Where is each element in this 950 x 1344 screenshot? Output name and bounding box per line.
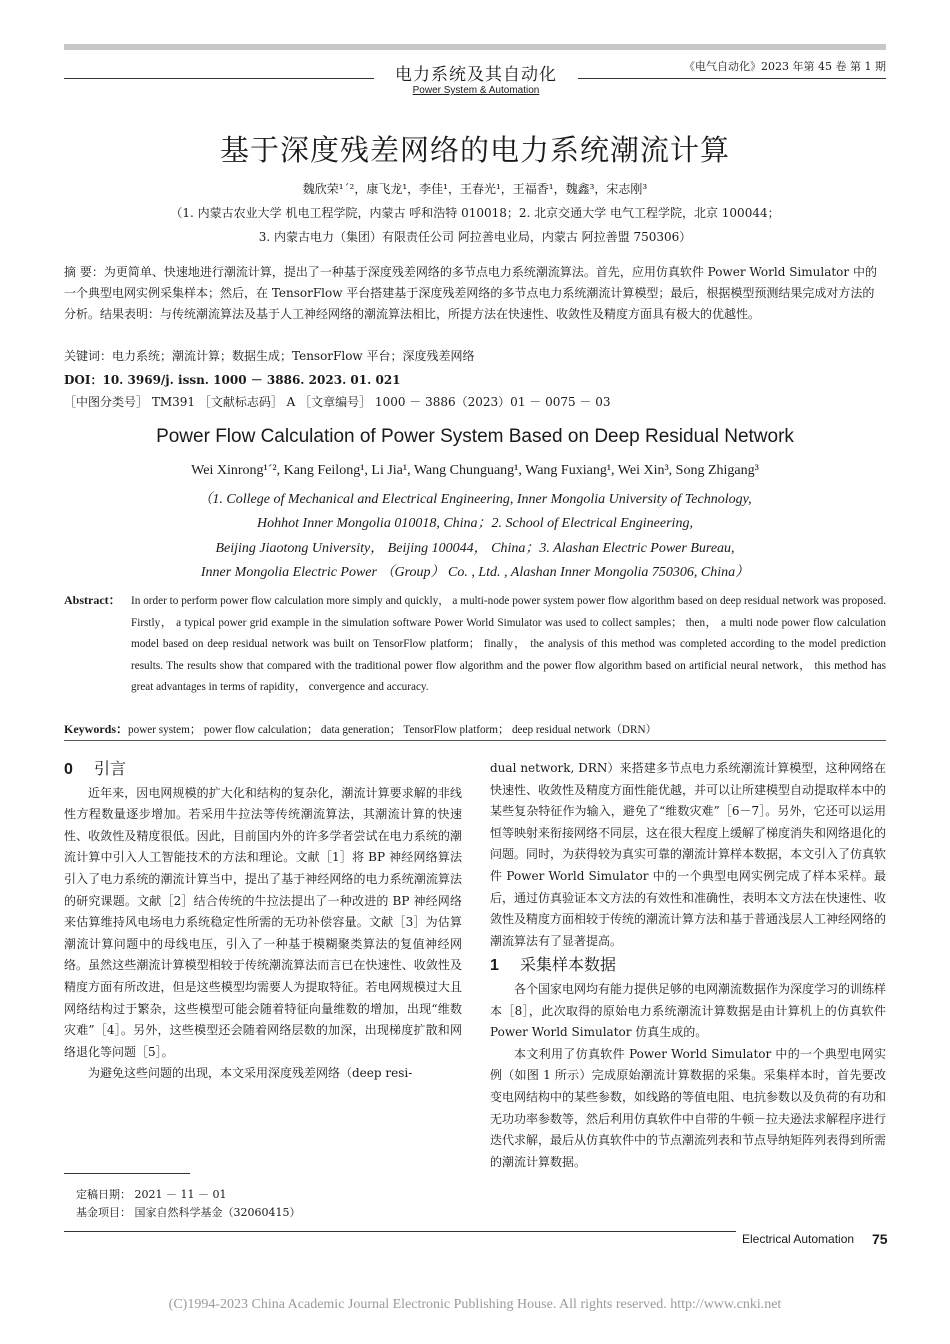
section-0-paragraph-2: 为避免这些问题的出现，本文采用深度残差网络（deep resi- <box>88 1066 413 1081</box>
section-1-number: 1 <box>490 957 499 975</box>
header-rule-right <box>578 78 886 79</box>
section-0-paragraph-1: 近年来，因电网规模的扩大化和结构的复杂化，潮流计算要求解的非线性方程数量逐步增加。若采用牛拉法等传统潮流算法，其潮流计算的快速性、收敛性及精度很低。因此，目前国内外的许多学者尝试在电力系统的潮流计算中引入人工智能技术的方法和理论。文献［1］将 BP 神经网络算法引入了电力系统的潮流计算当中，提出了基于神经网络的电力系统潮流算法的研究课题。文献［2］结合传统的牛拉法提出了一种改进的 BP 神经网络来估算维持风电场电力系统稳定性所需的无功补偿容量。文献［3］为估算潮流计算问题中的母线电压，引入了一种基于模糊聚类算法的复值神经网络。虽然这些潮流计算模型相较于传统潮流算法而言已在快速性、收敛性及精度方面有所改进，但是这些模型均需要人为提取特征。若电网规模过大且网络结构过于繁杂，这些模型可能会随着特征向量维数的增加，出现“维数灾难”［4］。另外，这些模型还会随着网络层数的加深，出现梯度扩散和网络退化等问题［5］。 <box>64 785 462 1059</box>
keywords-en-text: power system； power flow calculation； data generation； TensorFlow platform； deep residual network（DRN） <box>128 724 657 736</box>
right-column <box>490 758 886 1173</box>
keywords-zh-label: 关键词： <box>64 349 113 363</box>
classification-codes: ［中图分类号］ TM391 ［文献标志码］ A ［文章编号］ 1000 － 3886（2023）01 － 0075 － 03 <box>64 395 611 409</box>
section-header-zh: 电力系统及其自动化 <box>395 65 557 85</box>
page-number: 75 <box>872 1231 888 1247</box>
authors-zh: 魏欣荣¹ˊ²，康飞龙¹，李佳¹，王春光¹，王福香¹，魏鑫³，宋志刚³ <box>302 182 648 196</box>
footer-journal: Electrical Automation <box>742 1232 855 1246</box>
affiliation-en-1: （1. College of Mechanical and Electrical Engineering, Inner Mongolia University of Technology, <box>198 492 752 507</box>
affiliation-zh-1: （1. 内蒙古农业大学 机电工程学院，内蒙古 呼和浩特 010018；2. 北京交通大学 电气工程学院，北京 100044； <box>170 206 780 220</box>
doi: DOI：10. 3969/j. issn. 1000 － 3886. 2023. 01. 021 <box>64 373 401 387</box>
section-1-heading <box>490 954 886 977</box>
abstract-zh <box>64 262 886 325</box>
affiliation-en-3: Beijing Jiaotong University， Beijing 100044， China；3. Alashan Electric Power Bureau, <box>215 541 735 556</box>
abstract-en-text: In order to perform power flow calculation more simply and quickly， a multi-node power system power flow algorithm based on deep residual network was proposed. Firstly， a typical power grid example in the simulation software Power World Simulator was used to collect samples； then， a multi node power flow calculation model based on deep residual network was built on TensorFlow platform； finally， the analysis of this method was completed according to the model prediction results. The results show that compared with the traditional power flow algorithm and the power flow algorithm based on artificial neural network， this method has great advantages in terms of rapidity， convergence and accuracy. <box>131 595 886 694</box>
title-zh: 基于深度残差网络的电力系统潮流计算 <box>219 133 730 167</box>
affiliation-en-2: Hohhot Inner Mongolia 010018, China；2. School of Electrical Engineering, <box>257 516 693 531</box>
section-0-paragraph-2-continued: dual network, DRN）来搭建多节点电力系统潮流计算模型，这种网络在快速性、收敛性及精度方面性能优越，并可以让所建模型自动提取样本中的某些复杂特征作为输入，避免了“维数灾难”［6－7］。另外，它还可以运用恒等映射来衔接网络不同层，这在很大程度上缓解了梯度消失和网络退化的问题。同时，为获得较为真实可靠的潮流计算样本数据，本文引入了仿真软件 Power World Simulator 中的一个典型电网实例完成了样本采样。最后，通过仿真验证本文方法的有效性和准确性，表明本文方法在快速性、收敛性及精度方面相较于传统的潮流计算方法和基于普通浅层人工神经网络的潮流算法有了显著提高。 <box>490 761 887 948</box>
left-column <box>64 758 462 1085</box>
section-header-en: Power System & Automation <box>412 85 540 96</box>
section-1-paragraph-1: 各个国家电网均有能力提供足够的电网潮流数据作为深度学习的训练样本［8］，此次取得的原始电力系统潮流计算数据是由计算机上的仿真软件 Power World Simulator 仿真生成的。 <box>490 981 887 1040</box>
affiliation-zh-2: 3. 内蒙古电力（集团）有限责任公司 阿拉善电业局，内蒙古 阿拉善盟 750306） <box>258 230 692 244</box>
divider <box>64 740 886 741</box>
footnote-received: 定稿日期： 2021 － 11 － 01 <box>76 1188 227 1201</box>
copyright-watermark: (C)1994-2023 China Academic Journal Electronic Publishing House. All rights reserved. http://www.cnki.net <box>168 1297 782 1312</box>
section-1-title: 采集样本数据 <box>520 955 617 975</box>
section-0-number: 0 <box>64 761 73 778</box>
title-en: Power Flow Calculation of Power System Based on Deep Residual Network <box>156 426 794 447</box>
journal-issue: 《电气自动化》2023 年第 45 卷 第 1 期 <box>684 60 886 73</box>
section-1-paragraph-2: 本文利用了仿真软件 Power World Simulator 中的一个典型电网实例（如图 1 所示）完成原始潮流计算数据的采集。采集样本时，首先要改变电网结构中的某些参数，如线路的等值电阻、电抗参数以及负荷的有功和无功功率参数等，然后利用仿真软件中自带的牛顿－拉夫逊法求解程序进行迭代求解，最后从仿真软件中的节点潮流列表和节点导纳矩阵列表得到所需的潮流计算数据。 <box>490 1046 887 1169</box>
keywords-en <box>64 720 886 737</box>
keywords-en-label: Keywords： <box>64 722 128 736</box>
section-0-title: 引言 <box>94 759 127 778</box>
header-bar <box>64 44 886 50</box>
footnote-fund: 基金项目： 国家自然科学基金（32060415） <box>76 1206 301 1219</box>
abstract-zh-label: 摘 要： <box>64 265 104 279</box>
keywords-zh-text: 电力系统；潮流计算；数据生成；TensorFlow 平台；深度残差网络 <box>112 349 475 363</box>
affiliation-en-4: Inner Mongolia Electric Power （Group） Co. , Ltd. , Alashan Inner Mongolia 750306, China） <box>200 565 750 580</box>
keywords-zh <box>64 347 886 364</box>
footnote-rule <box>64 1173 190 1174</box>
section-0-heading <box>64 758 462 781</box>
abstract-en-label: Abstract： <box>64 593 121 607</box>
abstract-zh-text: 为更简单、快速地进行潮流计算，提出了一种基于深度残差网络的多节点电力系统潮流算法。首先，应用仿真软件 Power World Simulator 中的一个典型电网实例采集样本；然后，在 TensorFlow 平台搭建基于深度残差网络的多节点电力系统潮流计算模型；最后，根据模型预测结果完成对方法的分析。结果表明：与传统潮流算法及基于人工神经网络的潮流算法相比，所提方法在快速性、收敛性及精度方面具有极大的优越性。 <box>64 265 877 321</box>
footer-rule <box>64 1231 736 1232</box>
authors-en: Wei Xinrong¹ˊ², Kang Feilong¹, Li Jia¹, Wang Chunguang¹, Wang Fuxiang¹, Wei Xin³, Song Zhigang³ <box>191 463 759 478</box>
header-rule-left <box>64 78 374 79</box>
